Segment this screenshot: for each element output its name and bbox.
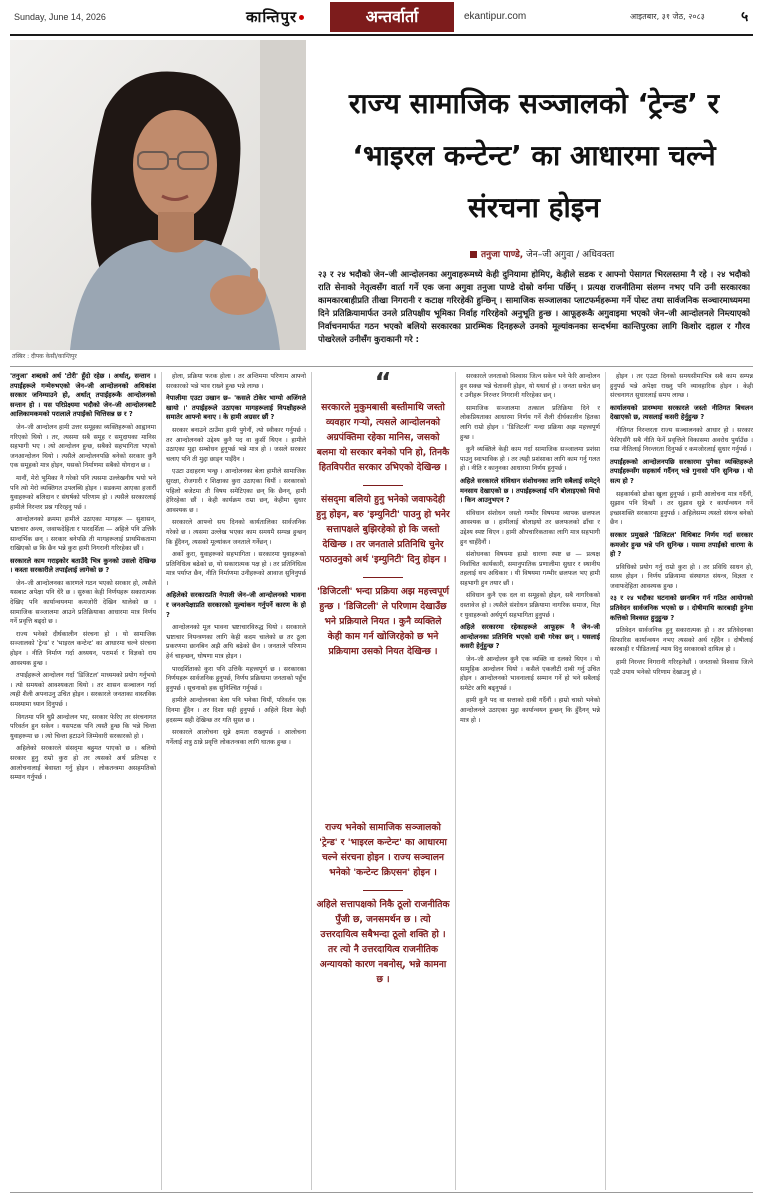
portrait-illustration [10,40,306,350]
body-column-5 [610,372,753,1190]
interview-answer: सहकार्यको ढोका खुला हुनुपर्छ । हामी आलोचना मात्र गर्दैनौं, सुझाव पनि दिन्छौं । तर सुझाव सुन्ने र कार्यान्वयन गर्ने इच्छाशक्ति सरकारमा हुनुपर्छ । अहिलेसम्म त्यस्तो संयन्त्र बनेको छैन । [610,490,753,527]
interview-answer: नीतिगत निरन्तरता राज्य सञ्चालनको आधार हो । सरकार फेरिएसँगै सबै नीति फेर्ने प्रवृत्तिले विकासमा अवरोध पुर्याउँछ । राम्रा नीतिलाई निरन्तरता दिनुपर्छ र कमजोरलाई सुधार गर्नुपर्छ । [610,426,753,454]
page-number: ५ [741,9,749,25]
interview-answer: विगतमा पनि थुप्रै आन्दोलन भए, सरकार फेरिए तर संरचनागत परिवर्तन हुन सकेन । यसपटक पनि त्यस्तै हुन्छ कि भन्ने चिन्ता युवाहरूमा छ । त्यो चिन्ता हटाउने जिम्मेवारी सरकारको हो । [10,713,156,740]
interview-answer: अहिलेको सरकारले संसद्‌मा बहुमत पाएको छ । बलियो सरकार हुनु राम्रो कुरा हो तर त्यसको अर्थ प्रतिपक्ष र आलोचनालाई बेवास्ता गर्नु होइन । लोकतन्त्रमा असहमतिको सम्मान गर्नुपर्छ । [10,745,156,782]
interview-answer: जेन–जी आन्दोलनका कारणले गठन भएको सरकार हो, त्यसैले यसबाट अपेक्षा पनि धेरै छ । सुरुका केही निर्णयहरू सकारात्मक देखिए पनि कार्यान्वयनमा कमजोरी देखिन थालेको छ । सामाजिक सञ्जालमा आउने प्रतिक्रियाका आधारमा मात्र निर्णय गर्ने प्रवृत्ति बढ्दो छ । [10,579,156,626]
interview-answer: अर्को कुरा, युवाहरूको सहभागिता । सरकारमा युवाहरूको प्रतिनिधित्व बढेको छ, यो सकारात्मक पक्ष हो । तर प्रतिनिधित्व मात्र पर्याप्त छैन, नीति निर्माणमा उनीहरूको आवाज सुनिनुपर्छ । [166,551,306,587]
pull-quote: संसद्‌मा बलियो हुनु भनेको जवाफदेही हुनु होइन, बरु 'इम्युनिटी' पाउनु हो भनेर सत्तापक्षले बुझिरहेको हो कि जस्तो देखिन्छ । तर जनताले प्रतिनिधि चुनेर पठाउनुको अर्थ 'इम्युनिटी' दिनु होइन । [316,494,450,565]
interview-answer: संविधान संशोधन जस्तो गम्भीर विषयमा व्यापक छलफल आवश्यक छ । हामीलाई बोलाइयो तर छलफलको ढाँचा र उद्देश्य स्पष्ट थिएन । हामी औपचारिकताका लागि मात्र सहभागी हुन चाहँदैनौं । [460,509,600,546]
interview-question: अहिले सरकारले संविधान संशोधनका लागि सबैलाई समेट्ने मनसाय देखाएको छ । तपाईंहरूलाई पनि बोलाइएको थियो । किन आउनुभएन ? [460,476,600,505]
interview-answer: हामीले आन्दोलनका बेला पनि भनेका थियौं, परिवर्तन एक दिनमा हुँदैन । तर दिशा सही हुनुपर्छ । अहिले दिशा केही हदसम्म सही देखिन्छ तर गति सुस्त छ । [166,697,306,724]
interview-answer: आन्दोलनको क्रममा हामीले उठाएका मागहरू — सुशासन, भ्रष्टाचार अन्त्य, जवाफदेहिता र पारदर्शिता — अहिले पनि उत्तिकै सान्दर्भिक छन् । सरकार बनेपछि ती मागहरूलाई प्राथमिकतामा राखिएको छ कि छैन भन्ने कुरा हामी निगरानी गरिरहेका छौं । [10,516,156,553]
section-label: अन्तर्वार्ता [330,2,454,32]
column-divider [161,372,162,1190]
quote-mark-icon: “ [374,368,392,398]
interview-answer: कुनै व्यक्तिले केही काम गर्दा सामाजिक सञ्जालमा प्रशंसा पाउनु स्वाभाविक हो । तर त्यही प्रशंसाका लागि काम गर्नु गलत हो । नीति र कानुनका आधारमा निर्णय हुनुपर्छ । [460,446,600,473]
interview-question: सरकार प्रमुखले 'डिजिटल' विधिबाट निर्णय गर्दा सरकार कमजोर हुन्छ भन्ने पनि सुनिन्छ । यसमा तपाईंको धारणा के हो ? [610,530,753,559]
interview-question: नेपालीमा एउटा उखान छ– 'कसले टोकेर भाग्यो अजिंगले खायो ।' तपाईंहरूले उठाएका मागहरूलाई विपक्षीहरूले समातेर आफ्नो बनाए । के हामी अग्रसर छौं ? [166,394,306,422]
interview-answer: सरकारले आलोचना सुन्ने क्षमता राख्नुपर्छ । आलोचना गर्नेलाई शत्रु ठान्ने प्रवृत्ति लोकतन्त्रका लागि घातक हुन्छ । [166,729,306,746]
interview-question: अहिलेको सरकारप्रति नेपाली जेन–जी आन्दोलनको भावना र जनअपेक्षाप्रति सरकारको मूल्यांकन गर्नुपर्ने कारण के हो ? [166,591,306,619]
logo-dot-icon [299,15,304,20]
interview-answer: जेन–जी आन्दोलन हामी उत्तर समूहका व्यक्तिहरूको आह्वानमा गरिएको थियो । तर, त्यसमा सबै समूह र समुदायका मानिस सहभागी भए । त्यो आन्दोलन हुन्छ, सबैको सहभागिता भएको जनआन्दोलन थियो । त्यसैले आन्दोलनपछि बनेको सरकार कुनै एक समूहको मात्र होइन, यसको निर्माणमा सबैको योगदान छ । [10,423,156,470]
nepali-date: आइतबार, ३१ जेठ, २०८३ [630,12,705,21]
interview-answer: सरकारले जनताको विश्वास जित्न सकेन भने फेरि आन्दोलन हुन सक्छ भन्ने चेतावनी होइन, यो यथार्थ हो । जनता सचेत छन् र उनीहरू निरन्तर निगरानी गरिरहेका छन् । [460,373,600,400]
headline: राज्य सामाजिक सञ्जालको ‘ट्रेन्ड’ र ‘भाइरल कन्टेन्ट’ का आधारमा चल्ने संरचना होइन [348,87,720,224]
interview-answer: आन्दोलनको मूल भावना भ्रष्टाचारविरुद्ध थियो । सरकारले भ्रष्टाचार नियन्त्रणका लागि केही कदम चालेको छ तर ठूला प्रकरणमा छानबिन अझै अघि बढेको छैन । जनताले परिणाम हेर्न चाहन्छन्, घोषणा मात्र होइन । [166,624,306,661]
interview-answer: प्रतिवेदन सार्वजनिक हुनु सकारात्मक हो । तर प्रतिवेदनका सिफारिस कार्यान्वयन नभए त्यसको अर्थ रहँदैन । दोषीलाई कारबाही र पीडितलाई न्याय दिनु सरकारको दायित्व हो । [610,627,753,654]
pull-quote-separator [363,577,403,578]
interview-answer: सरकार बनाउने ठाउँमा हामी पुगेनौं, त्यो स्वीकार गर्नुपर्छ । तर आन्दोलनको उद्देश्य कुनै पद वा कुर्सी थिएन । हामीले उठाएका मुद्दा सम्बोधन हुनुपर्छ भन्ने मात्र हो । जसले सरकार चलाए पनि ती मुद्दा छाड्न पाइँदैन । [166,426,306,463]
interview-answer: तपाईंहरूले आन्दोलन गर्दा 'डिजिटल' माध्यमको प्रयोग गर्नुभयो । त्यो समयको आवश्यकता थियो । तर शासन सञ्चालन गर्दा त्यही शैली अपनाउनु उचित होइन । सरकारले जनताका वास्तविक समस्यामा ध्यान दिनुपर्छ । [10,672,156,708]
interview-question: कार्यालयको प्रारम्भमा सरकारले जस्तो नीतिगत बिचलन देखाएको छ, त्यसलाई कसरी हेर्नुहुन्छ ? [610,403,753,422]
interview-question: २३ र २४ भदौका घटनाको छानबिन गर्न गठित आयोगको प्रतिवेदन सार्वजनिक भएको छ । दोषीमाथि कारबाही हुनेमा कत्तिको विश्वस्त हुनुहुन्छ ? [610,594,753,622]
interview-question: 'तनुजा' शब्दको अर्थ 'टोरी' हुँदो रहेछ । अर्थात्, सन्तान । तपाईंहरूले गन्मेरुभएको जेन–जी आन्दोलनको अधिकांश सरकार जनिम्याउने हो, अर्थात् तपाईंहरूकै आन्दोलनको सन्तान हो । यस परिप्रेक्ष्यमा भदौको जेन–जी आन्दोलनबाटै आलिकामकमको परालाले तपाईंको चित्तिसन्न छ र ? [10,372,156,419]
column-divider [605,372,606,1190]
interview-answer: होला, प्रक्रिया फरक होला । तर अन्तिममा परिणाम आफ्नो सरकारको भन्ने भाव राख्ने हुन्छ भन्ने लाग्छ । [166,373,306,390]
website-link[interactable]: ekantipur.com [464,11,527,22]
interview-answer: संविधान कुनै एक दल वा समूहको होइन, सबै नागरिकको दस्तावेज हो । त्यसैले संशोधन प्रक्रियामा नागरिक समाज, विज्ञ र युवाहरूको अर्थपूर्ण सहभागिता हुनुपर्छ । [460,592,600,619]
pull-quote-column [316,368,450,806]
pull-quote-separator [363,890,403,891]
byline-bullet-icon [470,251,477,258]
byline-role: जेन–जी अगुवा / अधिवक्ता [526,250,615,260]
interview-question: सरकारले काम गराइकोर बताउँदै भित्र कुनको उसलो देखिन्छ । कस्ता सरकारीले तपाईंलाई लागेको छ ? [10,556,156,575]
interview-answer: हामी निरन्तर निगरानी गरिरहनेछौं । जनताको विश्वास जित्ने एउटै उपाय भनेको परिणाम देखाउनु हो । [610,659,753,676]
interview-answer: एउटा उदाहरण भन्छु । आन्दोलनका बेला हामीले सामाजिक सुरक्षा, रोजगारी र शिक्षाका कुरा उठाएका थियौं । सरकारको पहिलो बजेटमा ती विषय समेटिएका छन् कि छैनन्, हामी हेरिरहेका छौं । केही कार्यक्रम राम्रा छन्, केहीमा सुधार आवश्यक छ । [166,468,306,514]
pull-quote: राज्य भनेको सामाजिक सञ्जालको 'ट्रेन्ड' र 'भाइरल कन्टेन्ट' का आधारमा चल्ने संरचना होइन । राज्य सञ्चालन भनेको 'कन्टेन्ट क्रिएसन' होइन । [319,822,447,878]
interview-answer: प्रविधिको प्रयोग गर्नु राम्रो कुरा हो । तर प्रविधि साधन हो, साध्य होइन । निर्णय प्रक्रियामा संस्थागत संयन्त्र, विज्ञता र जवाफदेहिता आवश्यक हुन्छ । [610,563,753,590]
column-divider [455,372,456,1190]
byline [470,247,614,260]
interview-answer: पारदर्शिताको कुरा पनि उत्तिकै महत्त्वपूर्ण छ । सरकारका निर्णयहरू सार्वजनिक हुनुपर्छ, निर्णय प्रक्रियामा जनताको पहुँच हुनुपर्छ । सूचनाको हक सुनिश्चित गर्नुपर्छ । [166,665,306,692]
newspaper-logo[interactable]: कान्तिपुर [246,7,304,27]
interview-question: अहिले सरकारमा रहेकाहरूले आफूहरू नै जेन–जी आन्दोलनका प्रतिनिधि भएको दाबी गरेका छन् । यसलाई कसरी हेर्नुहुन्छ ? [460,623,600,651]
interview-answer: संशोधनका विषयमा हाम्रो धारणा स्पष्ट छ — प्रत्यक्ष निर्वाचित कार्यकारी, समानुपातिक प्रणालीमा सुधार र स्थानीय तहलाई थप अधिकार । यी विषयमा गम्भीर छलफल भए हामी सहभागी हुन तयार छौं । [460,551,600,587]
body-column-1 [10,372,156,1190]
body-column-2 [166,372,306,1190]
interview-answer: जेन–जी आन्दोलन कुनै एक व्यक्ति वा दलको थिएन । यो सामूहिक आन्दोलन थियो । कसैले एकलौटी दाबी गर्नु उचित होइन । आन्दोलनको भावनालाई सम्मान गर्ने हो भने सबैलाई समेटेर अघि बढ्नुपर्छ । [460,656,600,692]
print-date: Sunday, June 14, 2026 [14,12,106,22]
masthead-rule [10,34,753,36]
pull-quote-column-lower [316,814,450,1190]
interview-question: तपाईंहरूको आन्दोलनपछि सरकारमा पुगेका व्यक्तिहरूले तपाईंहरूसँग सहकार्य गर्दैनन् भन्ने गुनासो पनि सुनिन्छ । यो सत्य हो ? [610,457,753,485]
interview-answer: होइन । तर एउटा दिनको समयसीमाभित्र सबै काम सम्पन्न हुनुपर्छ भन्ने अपेक्षा राख्नु पनि व्यावहारिक होइन । केही संरचनागत सुधारलाई समय लाग्छ । [610,373,753,400]
interview-answer: सरकारले आफ्नो सय दिनको कार्यतालिका सार्वजनिक गरेको छ । त्यसमा उल्लेख भएका काम समयमै सम्पन्न हुन्छन् कि हुँदैनन्, त्यसको मूल्यांकन जनताले गर्नेछन् । [166,519,306,546]
byline-name: तनुजा पाण्डे, [481,250,524,260]
footer-rule [10,1192,753,1193]
column-divider [311,372,312,1190]
interview-answer: सामाजिक सञ्जालमा तत्काल प्रतिक्रिया दिने र लोकप्रियताका आधारमा निर्णय गर्ने शैली दीर्घकालीन हितका लागि राम्रो होइन । 'डिजिटली' मन्दा प्रक्रिया अझ महत्त्वपूर्ण हुन्छ । [460,404,600,441]
photo-credit: तस्बिर : दीपक केसी/कान्तिपुर [12,353,77,360]
pull-quote: सरकारले मुकुमबासी बस्तीमाथि जस्तो व्यवहार गऱ्यो, त्यसले आन्दोलनको अग्रपंक्तिमा रहेका मानिस, जसको बलमा यो सरकार बनेको पनि हो, तिनकै हितविपरीत सरकार उभिएको देखिन्छ । [316,402,450,473]
body-column-4 [460,372,600,1190]
masthead [0,0,763,34]
interview-answer: राज्य भनेको दीर्घकालीन संरचना हो । यो सामाजिक सञ्जालको 'ट्रेन्ड' र 'भाइरल कन्टेन्ट' का आधारमा चल्ने संरचना होइन । नीति निर्माण गर्दा अध्ययन, परामर्श र विज्ञको राय आवश्यक हुन्छ । [10,630,156,667]
interview-answer: मानौं, मेरो भूमिका नै गरेको पनि त्यसमा उल्लेखनीय भयो भने पनि त्यो मेरो व्यक्तिगत उपलब्धि होइन । सडकमा आएका हजारौं युवाहरूको बलिदान र संघर्षको परिणाम हो । त्यसैले सरकारलाई हामीले निरन्तर प्रश्न गरिरहनु पर्छ । [10,474,156,511]
pull-quote-separator [363,485,403,486]
interview-answer: हामी कुनै पद वा सत्ताको दाबी गर्दैनौं । हाम्रो चासो भनेको आन्दोलनले उठाएका मुद्दा कार्यान्वयन हुन्छन् कि हुँदैनन् भन्ने मात्र हो । [460,697,600,724]
pull-quote: 'डिजिटली' भन्दा प्रक्रिया अझ महत्त्वपूर्ण हुन्छ । 'डिजिटली' ले परिणाम देखाउँछ भने प्रक्रियाले नियत । कुनै व्यक्तिले केही काम गर्न खोजिरहेको छ भने प्रक्रियामा उसको नियत देखिन्छ । [317,586,449,657]
pull-quote: अहिले सत्तापक्षको निकै ठूलो राजनीतिक पुँजी छ, जनसमर्थन छ । त्यो उत्तरदायित्व सबैभन्दा ठूलो शक्ति हो । तर त्यो नै उत्तरदायित्व राजनीतिक अन्यायको कारण नबनोस्, भन्ने कामना छ । [316,899,450,985]
intro-paragraph: २३ र २४ भदौको जेन–जी आन्दोलनका अगुवाहरूमध्ये केही दुनियामा होमिए, केहीले सडक र आफ्नो पेसागत भिरलस्तमा नै रहे । २४ भदौको राति सेनाको नेतृत्वसँग वार्ता गर्ने एक जना अगुवा तनुजा पाण्डे दोस्रो वर्गमा पर्छिन् । प्रत्यक्ष राजनीतिमा संलग्न नभए पनि उनी सरकारका कामकारबाहीप्रति तीखा निगरानी र कटाक्ष गरिरहेकी हुन्छिन् । सामाजिक सञ्जालका प्लाटफर्महरूमा गर्ने पोस्ट तथा सार्वजनिक सञ्चारमाध्यममा दिने प्रतिक्रियामार्फत उनले प्रतिपक्षीय भूमिका निर्वाह गरिरहेको अनुभूति हुन्छ । आफूहरूकै अगुवाइमा भएको जेन–जी आन्दोलनले निम्त्याएको निर्वाचनमार्फत गठन भएको बलियो सरकारका प्रारम्भिक दिनहरूले उनको मूल्यांकनका सन्दर्भमा कान्तिपुरका लागि किशोर दहाल र गौरव पोखरेलले उनीसँग कुराकानी गरे : [318,269,750,344]
interviewee-photo [10,40,306,350]
section-divider [10,366,753,367]
